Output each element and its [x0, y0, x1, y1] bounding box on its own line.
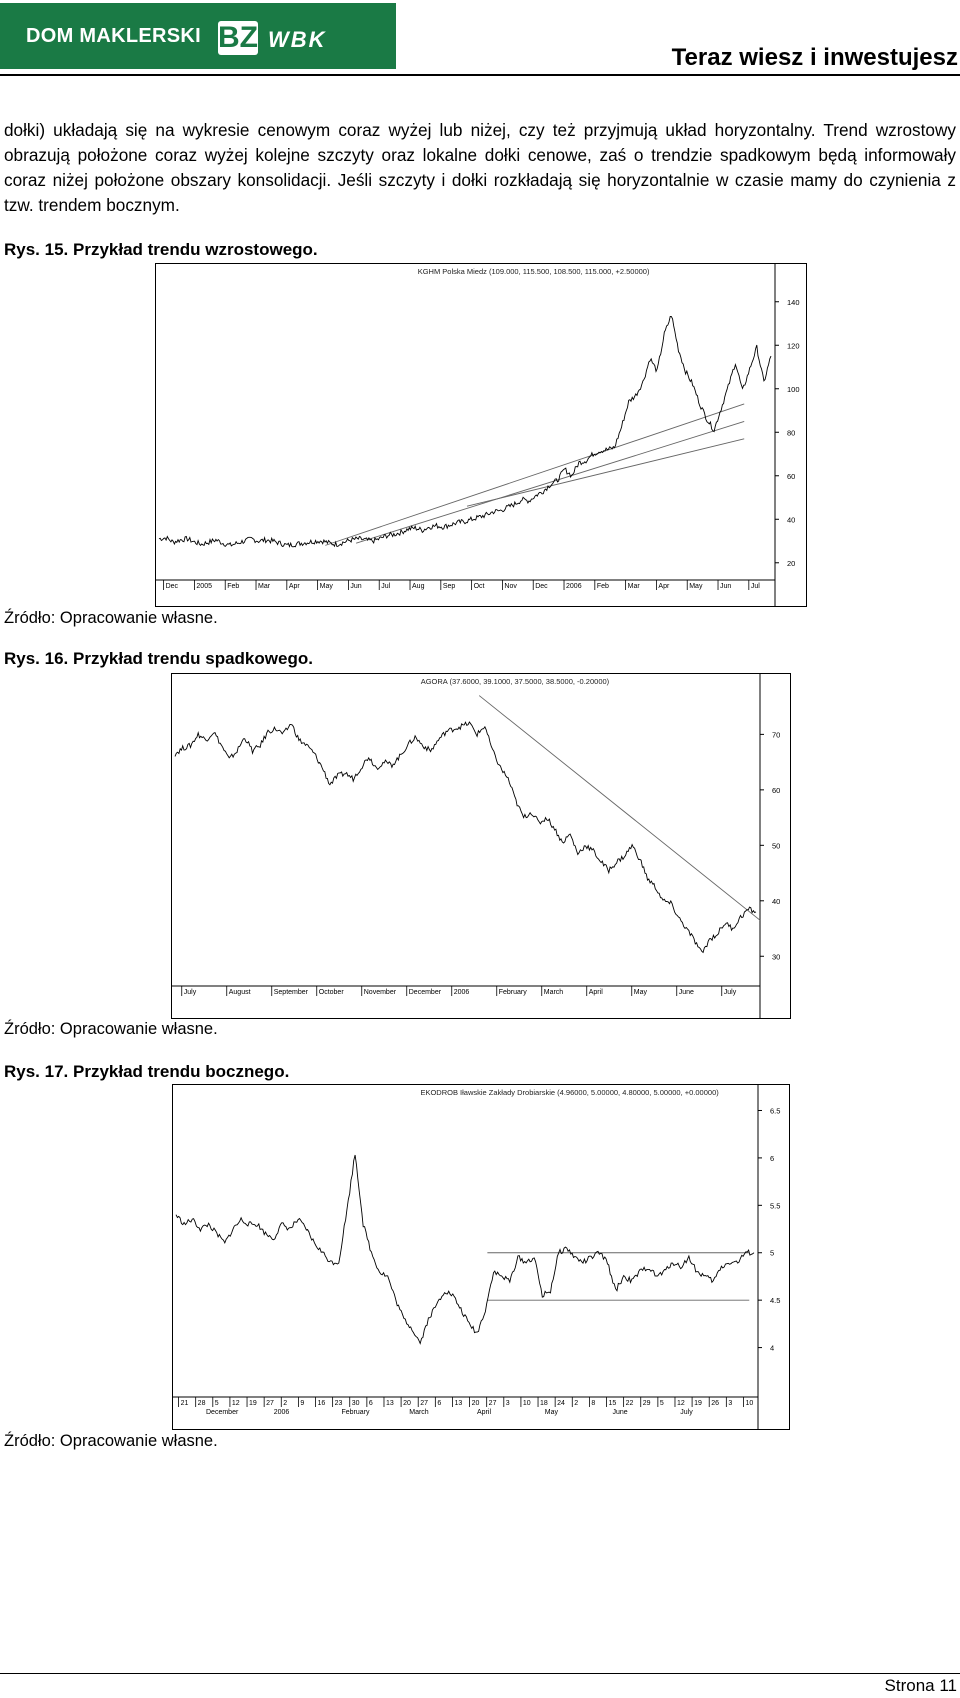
x-tick-label: September	[273, 989, 308, 996]
logo-wbk: WBK	[268, 27, 327, 52]
month-label: March	[409, 1409, 429, 1416]
figure-title-17: Rys. 17. Przykład trendu bocznego.	[4, 1062, 290, 1081]
x-tick-label: November	[363, 989, 397, 996]
x-tick-label: Jul	[750, 583, 760, 590]
x-tick-label: February	[498, 989, 527, 996]
x-tick-label: Dec	[165, 583, 179, 590]
x-tick-label: December	[408, 989, 442, 996]
chart-title: KGHM Polska Miedz (109.000, 115.500, 108.500, 115.000, +2.50000)	[417, 267, 650, 276]
x-tick-label: 27	[488, 1400, 497, 1407]
x-tick-label: 3	[505, 1400, 510, 1407]
uptrend-chart-svg	[156, 264, 806, 606]
x-tick-label: Apr	[288, 583, 300, 590]
x-tick-label: 21	[180, 1400, 189, 1407]
body-paragraph: dołki) układają się na wykresie cenowym coraz wyżej lub niżej, czy też przyjmują układ horyzontalny. Trend wzrostowy obrazują położone coraz wyżej kolejne szczyty oraz lokalne dołki cenowe, zaś o trendzie spadkowym będą informowały coraz niżej położone obszary konsolidacji. Jeśli szczyty i dołki rozkładają się horyzontalnie w czasie mamy do czynienia z tzw. trendem bocznym.	[4, 120, 956, 215]
x-tick-label: Feb	[227, 583, 240, 590]
x-tick-label: 27	[266, 1400, 274, 1407]
y-tick-label: 6	[770, 1153, 775, 1163]
downtrend-chart	[171, 673, 791, 1019]
x-tick-label: 13	[385, 1400, 394, 1407]
x-tick-label: August	[228, 989, 251, 996]
figure-source-16: Źródło: Opracowanie własne.	[4, 1020, 218, 1038]
x-tick-label: 23	[334, 1400, 343, 1407]
x-tick-label: May	[689, 583, 703, 590]
sideways-trend-chart-svg	[173, 1085, 789, 1429]
x-tick-label: July	[183, 989, 197, 996]
figure-source-17: Źródło: Opracowanie własne.	[4, 1432, 218, 1450]
x-tick-label: Mar	[627, 583, 640, 590]
logo	[0, 3, 396, 69]
bank-mark-icon	[218, 21, 258, 55]
x-tick-label: 16	[317, 1400, 326, 1407]
header-divider	[0, 74, 960, 76]
x-tick-label: 2006	[453, 989, 470, 996]
figure-title-15: Rys. 15. Przykład trendu wzrostowego.	[4, 240, 318, 259]
price-series-line	[175, 722, 756, 952]
x-tick-label: 24	[557, 1400, 565, 1407]
y-tick-label: 70	[772, 730, 781, 740]
month-label: 2006	[273, 1409, 290, 1416]
figure-title-16: Rys. 16. Przykład trendu spadkowego.	[4, 649, 313, 668]
x-tick-label: Nov	[504, 583, 517, 590]
x-tick-label: 27	[420, 1400, 429, 1407]
x-tick-label: May	[633, 989, 647, 996]
x-tick-label: 3	[728, 1400, 733, 1407]
month-label: July	[680, 1409, 693, 1416]
x-tick-label: 2006	[566, 583, 582, 590]
x-tick-label: 5	[214, 1400, 219, 1407]
x-tick-label: 15	[608, 1400, 617, 1407]
chart-title: EKODROB Iławskie Zakłady Drobiarskie (4.96000, 5.00000, 4.80000, 5.00000, +0.00000)	[420, 1088, 719, 1097]
x-tick-label: Mar	[258, 583, 271, 590]
x-tick-label: 20	[471, 1400, 480, 1407]
x-tick-label: 28	[197, 1400, 206, 1407]
footer-divider	[0, 1673, 960, 1674]
bank-mark-glyph: BZ	[218, 21, 258, 54]
x-tick-label: Apr	[658, 583, 670, 590]
month-label: December	[206, 1409, 239, 1416]
sideways-trend-chart	[172, 1084, 790, 1430]
x-tick-label: Dec	[535, 583, 548, 590]
x-tick-label: 29	[642, 1400, 651, 1407]
uptrend-chart	[155, 263, 807, 607]
page-number: Strona 11	[884, 1676, 957, 1695]
x-tick-label: 19	[694, 1400, 702, 1407]
x-tick-label: 10	[745, 1400, 754, 1407]
figure-source-15: Źródło: Opracowanie własne.	[4, 609, 218, 627]
y-tick-label: 40	[772, 896, 781, 906]
tagline: Teraz wiesz i inwestujesz	[671, 44, 958, 71]
y-tick-label: 4	[770, 1343, 775, 1353]
y-tick-label: 20	[787, 558, 796, 568]
x-tick-label: 13	[454, 1400, 463, 1407]
x-tick-label: October	[318, 989, 344, 996]
downtrend-chart-svg	[172, 674, 790, 1018]
x-tick-label: Jun	[720, 583, 732, 590]
y-tick-label: 140	[787, 297, 800, 307]
y-tick-label: 60	[772, 785, 781, 795]
month-label: June	[612, 1409, 628, 1416]
x-tick-label: 20	[403, 1400, 411, 1407]
x-tick-label: 22	[625, 1400, 634, 1407]
trendline	[356, 421, 744, 543]
logo-text: DOM MAKLERSKI	[26, 25, 202, 47]
x-tick-label: May	[319, 583, 333, 590]
y-tick-label: 5.5	[770, 1201, 781, 1211]
x-tick-label: 5	[659, 1400, 664, 1407]
x-tick-label: 2005	[196, 583, 212, 590]
x-tick-label: Oct	[473, 583, 485, 590]
price-series-line	[159, 317, 771, 547]
y-tick-label: 40	[787, 515, 796, 525]
chart-title: AGORA (37.6000, 39.1000, 37.5000, 38.5000, -0.20000)	[420, 677, 610, 686]
x-tick-label: 2	[574, 1400, 579, 1407]
y-tick-label: 4.5	[770, 1296, 781, 1306]
month-label: February	[341, 1409, 370, 1416]
x-tick-label: 6	[437, 1400, 442, 1407]
x-tick-label: Jun	[350, 583, 362, 590]
x-tick-label: 12	[231, 1400, 240, 1407]
y-tick-label: 100	[787, 384, 800, 394]
x-tick-label: 10	[522, 1400, 531, 1407]
x-tick-label: 19	[249, 1400, 257, 1407]
y-tick-label: 60	[787, 471, 796, 481]
x-tick-label: 12	[676, 1400, 685, 1407]
x-tick-label: June	[678, 989, 694, 996]
x-tick-label: 30	[351, 1400, 360, 1407]
trendline	[479, 696, 760, 921]
x-tick-label: Feb	[596, 583, 609, 590]
x-tick-label: Jul	[381, 583, 391, 590]
y-tick-label: 50	[772, 841, 781, 851]
x-tick-label: April	[588, 989, 603, 996]
y-tick-label: 80	[787, 428, 796, 438]
x-tick-label: Aug	[412, 583, 425, 590]
x-tick-label: March	[543, 989, 564, 996]
x-tick-label: 26	[711, 1400, 720, 1407]
x-tick-label: 6	[368, 1400, 373, 1407]
trendline	[325, 404, 744, 545]
x-tick-label: 2	[283, 1400, 288, 1407]
month-label: May	[544, 1409, 558, 1416]
x-tick-label: 8	[591, 1400, 596, 1407]
x-tick-label: 18	[540, 1400, 548, 1407]
price-series-line	[176, 1155, 754, 1344]
y-tick-label: 5	[770, 1248, 775, 1258]
x-tick-label: 9	[300, 1400, 305, 1407]
y-tick-label: 6.5	[770, 1106, 781, 1116]
x-tick-label: Sep	[442, 583, 456, 590]
x-tick-label: July	[723, 989, 737, 996]
y-tick-label: 120	[787, 341, 800, 351]
month-label: April	[477, 1409, 492, 1416]
y-tick-label: 30	[772, 952, 781, 962]
